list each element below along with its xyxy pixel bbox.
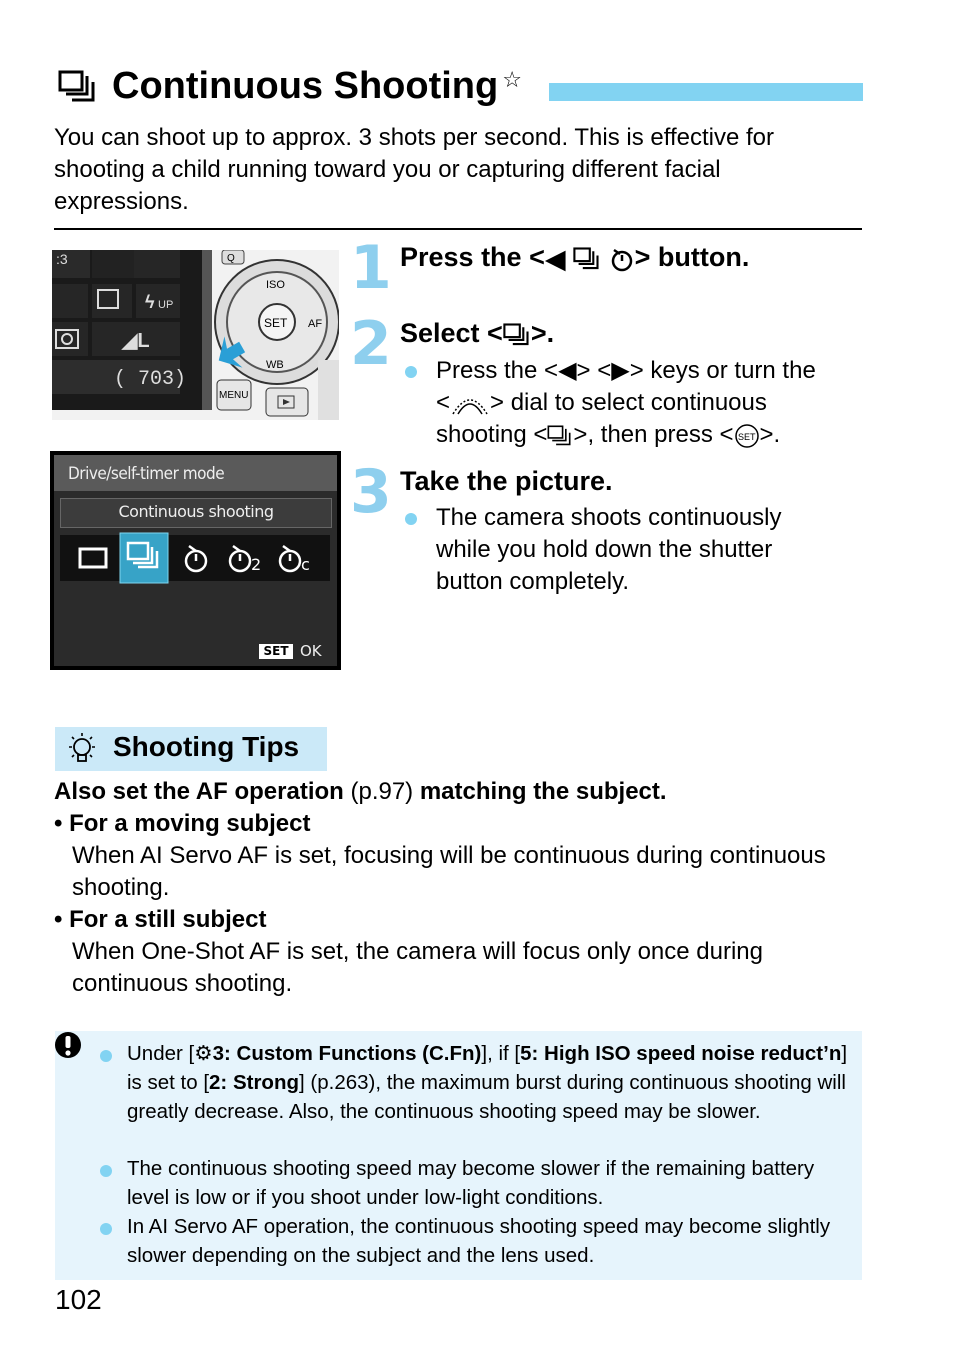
svg-text:◢L: ◢L [122, 330, 150, 352]
svg-text:2: 2 [251, 555, 262, 574]
caution-bullet-1 [100, 1050, 112, 1062]
advanced-star-icon: ☆ [502, 67, 522, 92]
svg-text:UP: UP [158, 299, 174, 311]
continuous-shooting-icon [503, 322, 531, 348]
step-3-number: 3 [350, 457, 392, 527]
self-timer-icon [609, 246, 635, 272]
caution-icon [53, 1031, 83, 1061]
page-number: 102 [55, 1284, 102, 1315]
left-arrow-icon: ◀ [544, 243, 566, 274]
screen-selected-label: Continuous shooting [118, 502, 274, 521]
intro-paragraph: You can shoot up to approx. 3 shots per second. This is effective for shooting a child running toward you or capturing different facial expressions. [54, 124, 774, 215]
caution-bullet-3 [100, 1223, 112, 1235]
step-2-text: Press the <◀> <▶> keys or turn the < > dial to select continuous shooting < >, then press < SET >. [436, 357, 816, 448]
lightbulb-icon [62, 730, 102, 768]
main-dial-icon [450, 392, 490, 416]
screen-set-chip: SET [263, 644, 289, 658]
right-key-icon: ▶ [611, 357, 630, 384]
step-3-bullet [405, 513, 417, 525]
wb-button-label: WB [266, 359, 284, 371]
screen-header: Drive/self-timer mode [68, 464, 225, 484]
continuous-shooting-icon [547, 425, 573, 447]
divider [54, 228, 862, 230]
caution-item-1: Under [⚙3: Custom Functions (C.Fn)], if [5: High ISO speed noise reduct’n] is set to [2: Strong] (p.263), the maximum burst during continuous shooting will greatly decrease. Also, the continuous shooting speed may be slower. [127, 1042, 848, 1123]
caution-bullet-2 [100, 1165, 112, 1177]
drive-mode-screen [50, 451, 341, 670]
continuous-shooting-icon [573, 246, 601, 272]
tip-1-title: • For a moving subject [54, 810, 311, 837]
shooting-tips-body: Also set the AF operation (p.97) matching the subject. • For a moving subject When AI Servo AF is set, focusing will be continuous during continuous shooting. • For a still subject When One-Shot AF is set, the camera will focus only once during continuous shooting. [54, 776, 854, 1000]
svg-text:c: c [301, 555, 310, 574]
caution-item-3: In AI Servo AF operation, the continuous shooting speed may become slightly slower depending on the subject and the lens used. [127, 1215, 831, 1267]
step-2-bullet [405, 366, 417, 378]
step-3-text: The camera shoots continuously while you hold down the shutter button completely. [436, 504, 782, 595]
left-key-icon: ◀ [558, 357, 577, 384]
step-2-title: Select < >. [400, 318, 555, 348]
step-1-number: 1 [350, 233, 392, 303]
title-accent-bar [549, 83, 863, 101]
svg-text:SET: SET [737, 431, 756, 442]
continuous-shooting-icon [58, 70, 98, 104]
q-button-label: Q [227, 253, 235, 264]
page-title: Continuous Shooting ☆ [112, 65, 522, 107]
wrench-icon: ⚙ [194, 1042, 213, 1065]
shooting-tips-label: Shooting Tips [113, 731, 300, 762]
set-button-icon [734, 423, 760, 449]
tip-2-title: • For a still subject [54, 906, 267, 933]
set-button-label: SET [264, 316, 288, 330]
lcd-value-shots: ( 703) [114, 368, 187, 391]
menu-button-label: MENU [219, 390, 249, 401]
tip-1-text: When AI Servo AF is set, focusing will be continuous during continuous shooting. [72, 842, 826, 901]
tip-2-text: When One-Shot AF is set, the camera will focus only once during continuous shooting. [72, 938, 763, 997]
drive-mode-options [60, 531, 332, 585]
af-button-label: AF [308, 318, 323, 330]
step-2-number: 2 [350, 309, 392, 379]
iso-button-label: ISO [266, 279, 285, 291]
lcd-value-top: :3 [56, 251, 68, 267]
step-3-title: Take the picture. [400, 466, 613, 496]
step-1-title: Press the <◀ > button. [400, 242, 750, 274]
caution-item-2: The continuous shooting speed may become slower if the remaining battery level is low or if you shoot under low-light conditions. [127, 1157, 815, 1209]
svg-text:ϟ: ϟ [145, 292, 155, 312]
camera-back-photo [52, 250, 339, 420]
screen-ok-label: OK [300, 642, 322, 660]
